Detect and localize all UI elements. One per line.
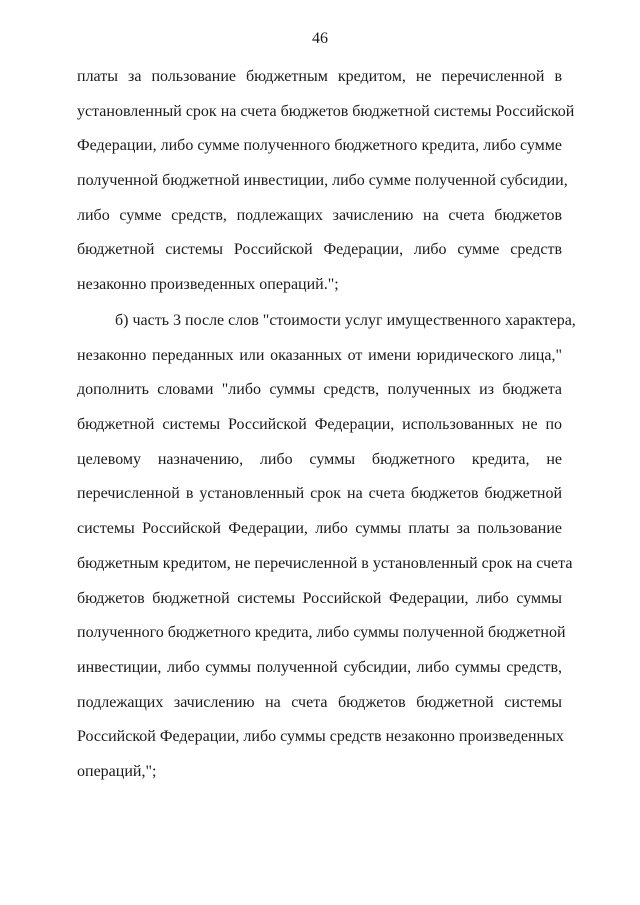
text-line: бюджетным кредитом, не перечисленной в установленный срок на счета: [77, 554, 573, 572]
text-line: подлежащих зачислению на счета бюджетов бюджетной системы: [77, 693, 562, 711]
text-line: операций,";: [77, 762, 157, 780]
text-line: дополнить словами "либо суммы средств, полученных из бюджета: [77, 381, 562, 399]
page-number: 46: [312, 30, 328, 47]
text-line: бюджетной системы Российской Федерации, либо сумме средств: [77, 241, 562, 259]
text-line: бюджетной системы Российской Федерации, использованных не по: [77, 416, 562, 434]
text-line: Федерации, либо сумме полученного бюджетного кредита, либо сумме: [77, 137, 562, 155]
text-line: перечисленной в установленный срок на счета бюджетов бюджетной: [77, 485, 562, 503]
text-line: б) часть 3 после слов "стоимости услуг имущественного характера,: [115, 312, 576, 329]
paragraph-amendment-b: [77, 311, 576, 797]
text-line: инвестиции, либо суммы полученной субсидии, либо суммы средств,: [77, 658, 562, 676]
text-line: целевому назначению, либо суммы бюджетного кредита, не: [77, 450, 562, 468]
text-line: платы за пользование бюджетным кредитом, не перечисленной в: [77, 68, 562, 85]
text-line: бюджетов бюджетной системы Российской Федерации, либо суммы: [77, 589, 562, 607]
text-line: полученного бюджетного кредита, либо суммы полученной бюджетной: [77, 624, 566, 642]
text-line: либо сумме средств, подлежащих зачислению на счета бюджетов: [77, 206, 562, 224]
text-line: полученной бюджетной инвестиции, либо сумме полученной субсидии,: [77, 172, 568, 190]
text-line: системы Российской Федерации, либо суммы платы за пользование: [77, 520, 562, 538]
text-line: Российской Федерации, либо суммы средств незаконно произведенных: [77, 728, 564, 746]
text-line: незаконно произведенных операций.";: [77, 276, 339, 294]
paragraph-continuation: [77, 67, 575, 310]
text-line: установленный срок на счета бюджетов бюджетной системы Российской: [77, 102, 575, 120]
text-line: незаконно переданных или оказанных от имени юридического лица,": [77, 346, 562, 364]
